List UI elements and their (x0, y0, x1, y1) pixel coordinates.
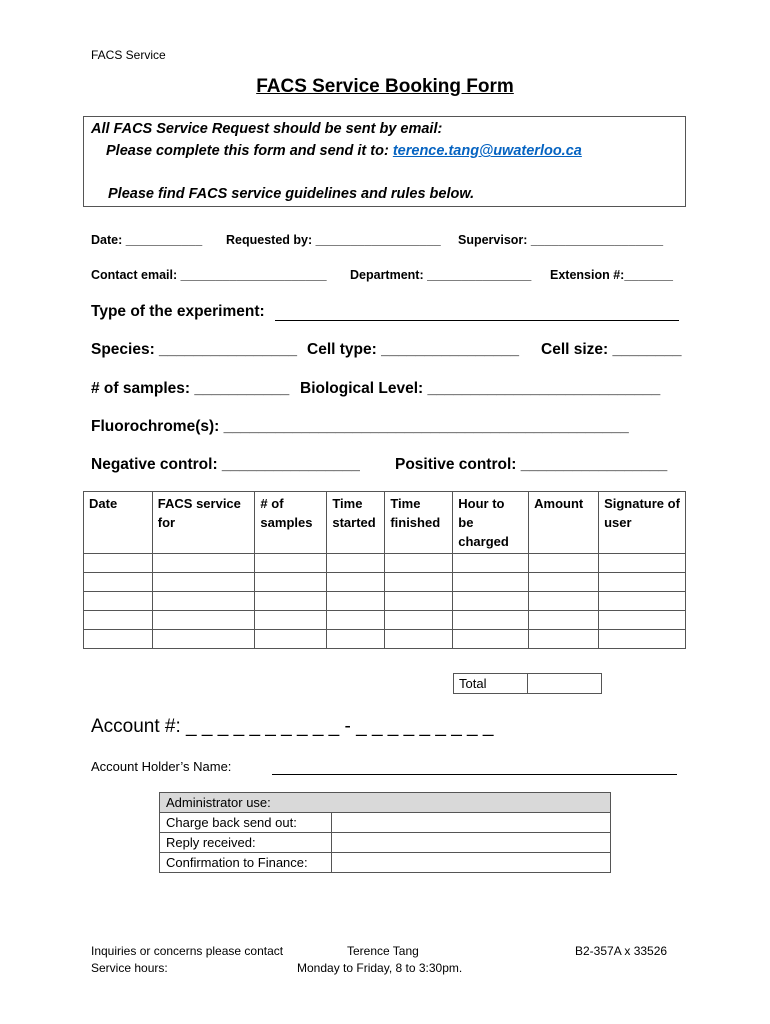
extension-field[interactable]: Extension #:_______ (550, 268, 673, 282)
table-cell[interactable] (152, 592, 255, 611)
biological-level-field[interactable]: Biological Level: ___________________________ (300, 380, 661, 397)
table-cell[interactable] (453, 573, 529, 592)
table-cell[interactable] (255, 592, 327, 611)
total-value-cell[interactable] (528, 674, 602, 694)
notice-line-2-text: Please complete this form and send it to: (106, 143, 389, 159)
species-field[interactable]: Species: ________________ (91, 341, 297, 358)
table-row (84, 630, 686, 649)
table-cell[interactable] (529, 554, 599, 573)
table-cell[interactable] (385, 611, 453, 630)
experiment-type-input-line[interactable] (275, 320, 679, 321)
table-cell[interactable] (152, 554, 255, 573)
table-cell[interactable] (152, 611, 255, 630)
table-header-row (84, 492, 686, 554)
table-cell[interactable] (529, 611, 599, 630)
table-cell[interactable] (385, 573, 453, 592)
account-holder-input-line[interactable] (272, 774, 677, 775)
footer-inquiries: Inquiries or concerns please contact (91, 944, 284, 958)
admin-row-value[interactable] (332, 833, 611, 853)
account-holder-label: Account Holder’s Name: (91, 759, 232, 774)
table-cell[interactable] (385, 630, 453, 649)
admin-row-value[interactable] (332, 813, 611, 833)
footer-contact-name: Terence Tang (347, 944, 419, 958)
admin-row-label: Reply received: (160, 833, 332, 853)
experiment-type-label: Type of the experiment: (91, 303, 265, 320)
supervisor-field[interactable]: Supervisor: ___________________ (458, 233, 664, 247)
column-header-facs-service: FACS service for (152, 492, 255, 554)
notice-line-2 (106, 143, 582, 159)
table-cell[interactable] (599, 554, 686, 573)
footer-hours-label: Service hours: (91, 961, 168, 975)
admin-header: Administrator use: (160, 793, 611, 813)
table-cell[interactable] (599, 573, 686, 592)
footer-room-extension: B2-357A x 33526 (575, 944, 668, 958)
administrator-use-table (159, 792, 611, 873)
negative-control-field[interactable]: Negative control: ________________ (91, 456, 360, 473)
table-cell[interactable] (327, 592, 385, 611)
notice-line-3: Please find FACS service guidelines and rules below. (108, 186, 475, 202)
page-title: FACS Service Booking Form (256, 76, 514, 97)
positive-control-field[interactable]: Positive control: _________________ (395, 456, 668, 473)
table-cell[interactable] (327, 630, 385, 649)
contact-email-field[interactable]: Contact email: _____________________ (91, 268, 327, 282)
cell-type-field[interactable]: Cell type: ________________ (307, 341, 519, 358)
table-cell[interactable] (255, 554, 327, 573)
column-header-hours-charged: Hour to be charged (453, 492, 529, 554)
table-cell[interactable] (84, 554, 153, 573)
notice-line-1: All FACS Service Request should be sent by email: (91, 121, 443, 137)
table-cell[interactable] (385, 592, 453, 611)
total-label: Total (454, 674, 528, 694)
admin-row-label: Confirmation to Finance: (160, 853, 332, 873)
table-cell[interactable] (529, 630, 599, 649)
table-cell[interactable] (152, 573, 255, 592)
table-cell[interactable] (255, 573, 327, 592)
table-cell[interactable] (84, 573, 153, 592)
account-number-field[interactable]: Account #: _ _ _ _ _ _ _ _ _ _ - _ _ _ _ _ _ _ _ _ (91, 716, 494, 737)
column-header-date: Date (84, 492, 153, 554)
total-box (453, 673, 602, 694)
email-link[interactable]: terence.tang@uwaterloo.ca (392, 143, 582, 159)
email-notice-box (83, 116, 686, 207)
table-cell[interactable] (327, 611, 385, 630)
footer-hours: Monday to Friday, 8 to 3:30pm. (297, 961, 463, 975)
table-cell[interactable] (327, 573, 385, 592)
table-cell[interactable] (84, 630, 153, 649)
column-header-samples: # of samples (255, 492, 327, 554)
cell-size-field[interactable]: Cell size: ________ (541, 341, 682, 358)
requested-by-field[interactable]: Requested by: __________________ (226, 233, 441, 247)
table-cell[interactable] (529, 573, 599, 592)
samples-field[interactable]: # of samples: ___________ (91, 380, 290, 397)
table-cell[interactable] (453, 611, 529, 630)
header-service-label: FACS Service (91, 48, 166, 62)
admin-row-label: Charge back send out: (160, 813, 332, 833)
table-cell[interactable] (152, 630, 255, 649)
column-header-time-finished: Time finished (385, 492, 453, 554)
table-cell[interactable] (529, 592, 599, 611)
column-header-signature: Signature of user (599, 492, 686, 554)
table-cell[interactable] (255, 611, 327, 630)
fluorochromes-field[interactable]: Fluorochrome(s): _______________________________________________ (91, 418, 629, 435)
table-cell[interactable] (84, 592, 153, 611)
table-cell[interactable] (599, 592, 686, 611)
date-field[interactable]: Date: ___________ (91, 233, 203, 247)
table-row (84, 573, 686, 592)
department-field[interactable]: Department: _______________ (350, 268, 532, 282)
table-row (84, 592, 686, 611)
table-cell[interactable] (599, 630, 686, 649)
table-row (84, 611, 686, 630)
admin-row-value[interactable] (332, 853, 611, 873)
table-cell[interactable] (327, 554, 385, 573)
table-cell[interactable] (453, 554, 529, 573)
table-cell[interactable] (385, 554, 453, 573)
column-header-amount: Amount (529, 492, 599, 554)
table-cell[interactable] (453, 592, 529, 611)
table-cell[interactable] (84, 611, 153, 630)
service-log-table (83, 491, 686, 649)
table-row (84, 554, 686, 573)
table-cell[interactable] (255, 630, 327, 649)
column-header-time-started: Time started (327, 492, 385, 554)
table-cell[interactable] (453, 630, 529, 649)
table-cell[interactable] (599, 611, 686, 630)
